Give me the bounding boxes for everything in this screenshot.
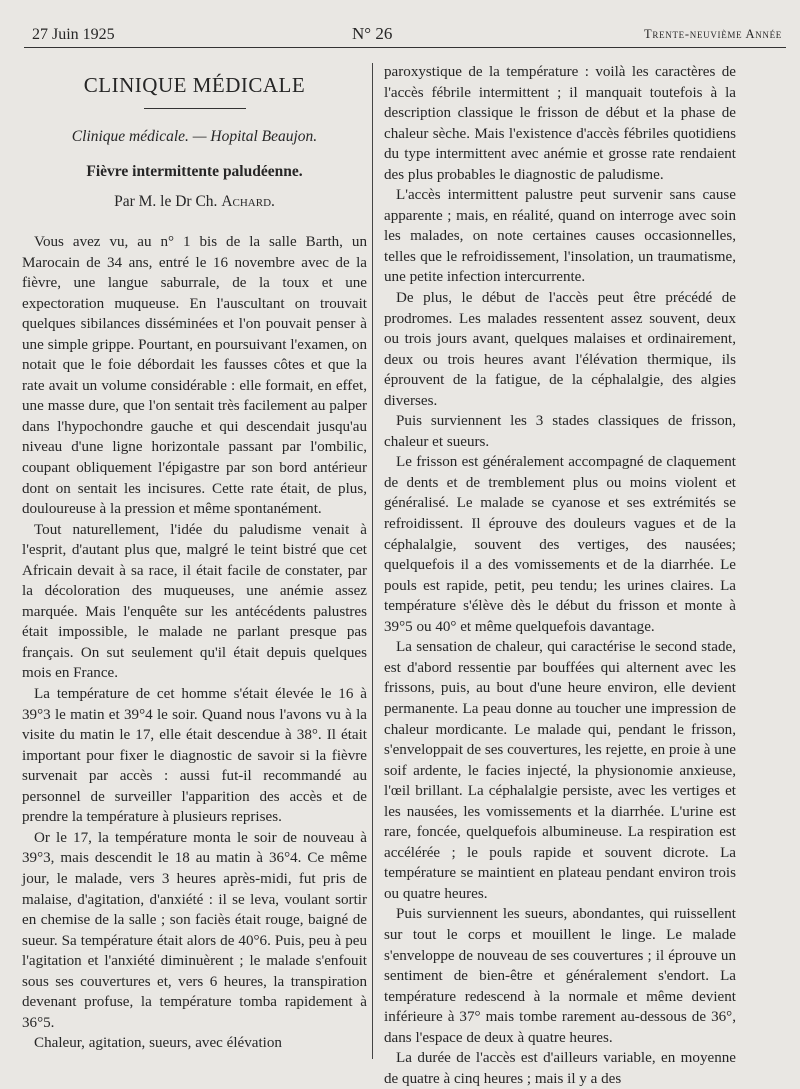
column-divider: [372, 63, 373, 1059]
paragraph: Puis surviennent les 3 stades classiques de frisson, chaleur et sueurs.: [384, 413, 736, 450]
left-column: [22, 62, 367, 1054]
paragraph: L'accès intermittent palustre peut survenir sans cause apparente ; mais, en réalité, quand on interroge avec soin les malades, on note certaines causes occasionnelles, telles que le refroidissement, l'insolation, un traumatisme, une petite infection intercurrente.: [384, 187, 736, 286]
lecture-title: Fièvre intermittente paludéenne.: [86, 163, 303, 180]
issue-date: 27 Juin 1925: [32, 26, 115, 43]
paragraph: Le frisson est généralement accompagné de claquement de dents et de tremblement plus ou moins violent et généralisé. Le malade se cyanose et ses extrémités se refroidissent. Il éprouve des douleurs vagues et de la céphalalgie, souvent des vertiges, des nausées; quelquefois il a des vomissements et de la diarrhée. Le pouls est rapide, petit, peu tendu; les urines claires. La température s'élève dès le début du frisson et monte à 39°5 ou 40° et même quelquefois davantage.: [384, 454, 736, 635]
paragraph: Tout naturellement, l'idée du paludisme venait à l'esprit, d'autant plus que, malgré le teint bistré que cet Africain devait à sa race, il était facile de constater, par la décoloration des muqueuses, une anémie assez marquée. Mais l'enquête sur les antécédents palustres était impossible, le malade ne parlant presque pas français. On sut seulement qu'il était depuis quelques mois en France.: [22, 521, 367, 682]
paragraph: Vous avez vu, au n° 1 bis de la salle Barth, un Marocain de 34 ans, entré le 16 novembre avec de la fièvre, une langue saburrale, de la toux et une expectoration muqueuse. En l'auscultant on trouvait quelques sibilances disséminées et l'on pouvait penser à une simple grippe. Pourtant, en poursuivant l'examen, on notait que le foie débordait les fausses côtes et que la rate avait un volume considérable : elle formait, en effet, une masse dure, que l'on sentait très facilement au palper dans l'hypochondre gauche et qui descendait jusqu'au niveau d'une ligne horizontale passant par l'ombilic, coupant obliquement l'épigastre par son bord antérieur dont on sentait les incisures. Cette rate était, de plus, douloureuse à la pression et même spontanément.: [22, 234, 367, 518]
title-rule: [144, 108, 246, 109]
paragraph: Chaleur, agitation, sueurs, avec élévation: [34, 1035, 282, 1052]
section-title: CLINIQUE MÉDICALE: [83, 73, 306, 97]
header-rule: [24, 47, 786, 48]
right-column: [384, 62, 736, 1089]
paragraph: Puis surviennent les sueurs, abondantes, qui ruissellent sur tout le corps et mouillent le linge. Le malade s'enveloppe de nouveau de ses couvertures ; il éprouve un sentiment de bien-être et généralement s'endort. La température redescend à la normale et même devient inférieure à 37° mais tombe rarement au-dessous de 36°, dans l'espace de deux à quatre heures.: [384, 906, 736, 1046]
issue-number: N° 26: [352, 24, 393, 43]
paragraph: La sensation de chaleur, qui caractérise le second stade, est d'abord ressentie par bouffées qui alternent avec les frissons, puis, au bout d'une heure environ, elle devient permanente. La peau donne au toucher une impression de chaleur mordicante. Le malade qui, pendant le frisson, s'enveloppait de ses couvertures, les rejette, en proie à une soif ardente, le facies injecté, la physionomie anxieuse, l'œil brillant. La céphalalgie persiste, avec les vertiges et les nausées, les vomissements et la diarrhée. L'urine est rare, foncée, quelquefois albumineuse. La respiration est accélérée ; le pouls rapide et souvent dicrote. La température se maintient en plateau pendant environ trois ou quatre heures.: [384, 639, 736, 902]
publication-year: Trente-neuvième Année: [644, 27, 782, 41]
author-name: Achard.: [221, 193, 275, 210]
paragraph: La durée de l'accès est d'ailleurs variable, en moyenne de quatre à cinq heures ; mais il y a des: [384, 1050, 736, 1087]
paragraph: Or le 17, la température monta le soir de nouveau à 39°3, mais descendit le 18 au matin à 36°4. Ce même jour, le malade, vers 3 heures après-midi, fut pris de malaise, d'agitation, d'anxiété : il se leva, voulant sortir en chemise de la salle ; son faciès était rouge, baigné de sueur. Sa température était alors de 40°6. Puis, peu à peu l'agitation et l'anxiété diminuèrent ; le malade s'enfouit sous ses couvertures et, vers 6 heures, la transpiration devenant profuse, la température tomba rapidement à 36°5.: [22, 829, 367, 1031]
paragraph: paroxystique de la température : voilà les caractères de l'accès fébrile intermittent ; il manquait toutefois à la description classique le frisson de début et la phase de chaleur sèche. Mais l'existence d'accès fébriles quotidiens du type intermittent avec anémie et grosse rate rendaient des plus probables le diagnostic de paludisme.: [384, 64, 736, 183]
clinic-line: Clinique médicale. — Hopital Beaujon.: [71, 128, 318, 145]
paragraph: De plus, le début de l'accès peut être précédé de prodromes. Les malades ressentent assez souvent, deux ou trois jours avant, quelques malaises et ordinairement, deux ou trois heures avant l'élévation thermique, ils éprouvent de la fatigue, de la céphalalgie, des algies diverses.: [384, 290, 736, 409]
author-prefix: Par M. le Dr Ch.: [114, 193, 218, 210]
paragraph: La température de cet homme s'était élevée le 16 à 39°3 le matin et 39°4 le soir. Quand nous l'avons vu à la visite du matin le 17, elle était descendue à 38°. Il était important pour fixer le diagnostic de savoir si la fièvre survenait par accès : aussi fut-il recommandé au personnel de surveiller l'apparition des accès et de prendre la température à plusieurs reprises.: [22, 686, 367, 826]
author-line: [22, 192, 367, 212]
running-header: [32, 26, 782, 48]
